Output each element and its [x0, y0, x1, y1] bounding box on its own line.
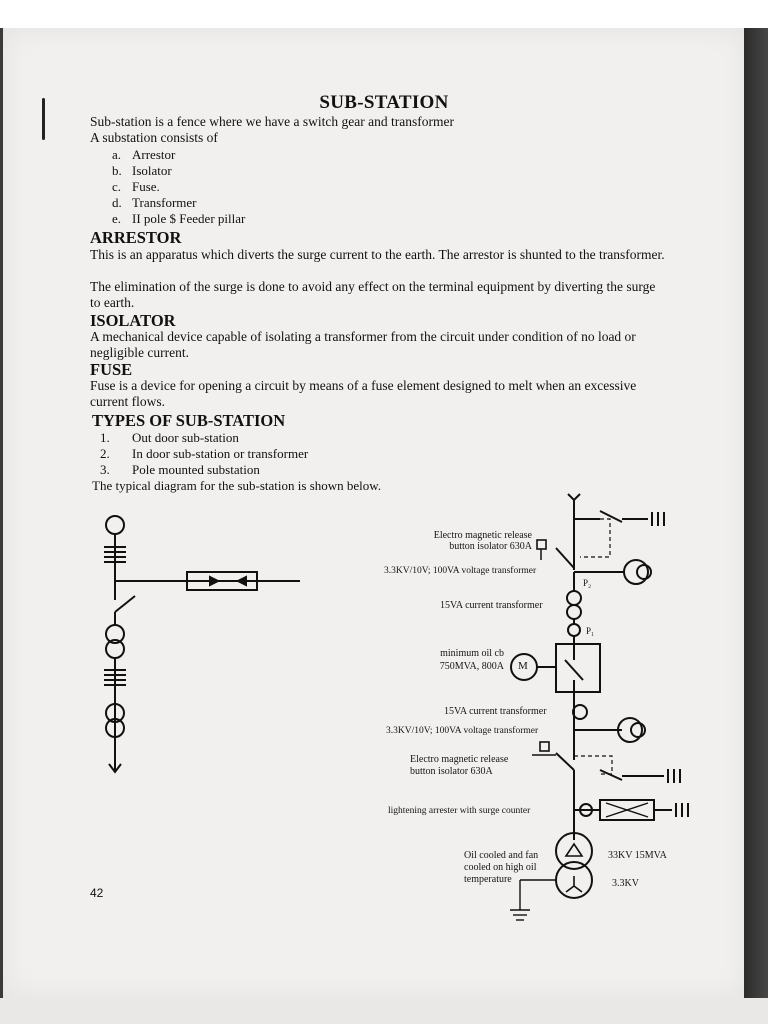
- label-vt-1: 3.3KV/10V; 100VA voltage transformer: [384, 566, 537, 576]
- label-ocb-2: 750MVA, 800A: [439, 661, 504, 672]
- label-oil-3: temperature: [464, 874, 512, 885]
- label-ct-1: 15VA current transformer: [440, 600, 543, 611]
- list-item: c. Fuse.: [112, 179, 160, 194]
- label-p1: P₁: [586, 626, 595, 636]
- label-rating-hv: 33KV 15MVA: [608, 850, 667, 861]
- fuse-paragraph: Fuse is a device for opening a circuit by means of a fuse element designed to melt when an excessive current flows.: [90, 378, 637, 409]
- list-item: 3. Pole mounted substation: [100, 462, 260, 477]
- arrestor-paragraph-2: The elimination of the surge is done to avoid any effect on the terminal equipment by diverting the surge to earth.: [90, 279, 656, 310]
- label-ct-2: 15VA current transformer: [444, 706, 547, 717]
- left-isolator-switch: [115, 596, 135, 612]
- page-title: SUB-STATION: [319, 92, 449, 113]
- label-arrester: lightening arrester with surge counter: [388, 806, 531, 816]
- intro-line-2: A substation consists of: [90, 130, 218, 145]
- oil-cb-box: [556, 644, 600, 692]
- label-isolator-2: button isolator 630A: [410, 766, 493, 777]
- list-item: a. Arrestor: [112, 147, 176, 162]
- list-item: d. Transformer: [112, 195, 197, 210]
- section-heading-fuse: FUSE: [90, 360, 133, 379]
- list-item: e. II pole $ Feeder pillar: [112, 211, 246, 226]
- left-source-circle: [106, 516, 124, 534]
- label-p2: P₂: [583, 578, 592, 588]
- list-item: 1. Out door sub-station: [100, 430, 239, 445]
- label-ocb-1: minimum oil cb: [440, 648, 504, 659]
- list-item: 2. In door sub-station or transformer: [100, 446, 309, 461]
- intro-line-1: Sub-station is a fence where we have a switch gear and transformer: [90, 114, 454, 129]
- left-feeder-diagram: [104, 516, 300, 772]
- label-oil-1: Oil cooled and fan: [464, 850, 539, 861]
- motor-symbol: M: [518, 660, 528, 672]
- ct-1-circle: [567, 591, 581, 605]
- arrestor-paragraph-1: This is an apparatus which diverts the surge current to the earth. The arrestor is shunted to the transformer.: [90, 247, 665, 262]
- diagram-caption: The typical diagram for the sub-station is shown below.: [92, 478, 382, 493]
- label-rating-lv: 3.3KV: [612, 878, 639, 889]
- label-vt-2: 3.3KV/10V; 100VA voltage transformer: [386, 726, 539, 736]
- label-oil-2: cooled on high oil: [464, 862, 537, 873]
- label-em-release-1: Electro magnetic release: [433, 530, 532, 541]
- label-isolator-1: button isolator 630A: [449, 541, 532, 552]
- section-heading-arrestor: ARRESTOR: [90, 228, 182, 247]
- section-heading-types: TYPES OF SUB-STATION: [92, 411, 286, 430]
- isolator-paragraph: A mechanical device capable of isolating a transformer from the circuit under condition of no load or negligible current.: [90, 329, 636, 360]
- page-number: 42: [90, 886, 104, 900]
- list-item: b. Isolator: [112, 163, 172, 178]
- label-em-release-2: Electro magnetic release: [410, 754, 509, 765]
- section-heading-isolator: ISOLATOR: [90, 311, 176, 330]
